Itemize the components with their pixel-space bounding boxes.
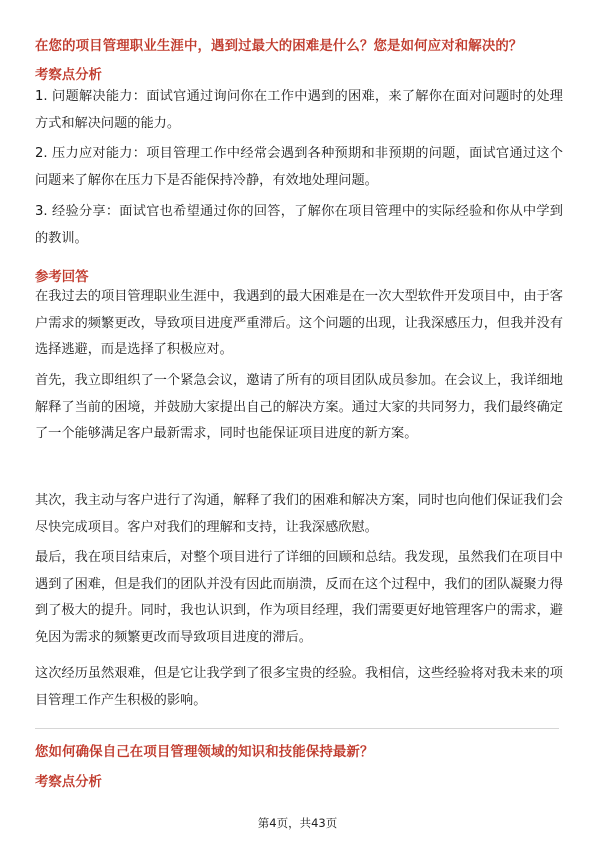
analysis-point: 2. 压力应对能力：项目管理工作中经常会遇到各种预期和非预期的问题，面试官通过这个问题来了解你在压力下是否能保持冷静，有效地处理问题。 bbox=[35, 146, 563, 188]
answer-paragraph: 这次经历虽然艰难，但是它让我学到了很多宝贵的经验。我相信，这些经验将对我未来的项目管理工作产生积极的影响。 bbox=[35, 666, 563, 708]
answer-heading: 参考回答 bbox=[35, 270, 89, 285]
page-number: 第4页，共43页 bbox=[257, 816, 338, 830]
section-divider bbox=[35, 728, 559, 729]
answer-paragraph: 最后，我在项目结束后，对整个项目进行了详细的回顾和总结。我发现，虽然我们在项目中遇到了困难，但是我们的团队并没有因此而崩溃，反而在这个过程中，我们的团队凝聚力得到了极大的提升。同时，我也认识到，作为项目经理，我们需要更好地管理客户的需求，避免因为需求的频繁更改而导致项目进度的滞后。 bbox=[35, 550, 563, 645]
analysis-point: 1. 问题解决能力：面试官通过询问你在工作中遇到的困难，来了解你在面对问题时的处理方式和解决问题的能力。 bbox=[35, 89, 563, 131]
answer-paragraph: 其次，我主动与客户进行了沟通，解释了我们的困难和解决方案，同时也向他们保证我们会尽快完成项目。客户对我们的理解和支持，让我深感欣慰。 bbox=[35, 493, 563, 535]
analysis-heading: 考察点分析 bbox=[35, 68, 102, 83]
analysis-point: 3. 经验分享：面试官也希望通过你的回答，了解你在项目管理中的实际经验和你从中学到的教训。 bbox=[35, 204, 563, 246]
analysis-heading: 考察点分析 bbox=[35, 775, 102, 790]
question-title: 在您的项目管理职业生涯中，遇到过最大的困难是什么？您是如何应对和解决的？ bbox=[35, 39, 523, 54]
answer-paragraph: 首先，我立即组织了一个紧急会议，邀请了所有的项目团队成员参加。在会议上，我详细地解释了当前的困境，并鼓励大家提出自己的解决方案。通过大家的共同努力，我们最终确定了一个能够满足客户最新需求，同时也能保证项目进度的新方案。 bbox=[35, 373, 563, 442]
answer-paragraph: 在我过去的项目管理职业生涯中，我遇到的最大困难是在一次大型软件开发项目中，由于客户需求的频繁更改，导致项目进度严重滞后。这个问题的出现，让我深感压力，但我并没有选择逃避，而是选择了积极应对。 bbox=[35, 289, 563, 358]
question-title: 您如何确保自己在项目管理领域的知识和技能保持最新？ bbox=[35, 745, 374, 760]
